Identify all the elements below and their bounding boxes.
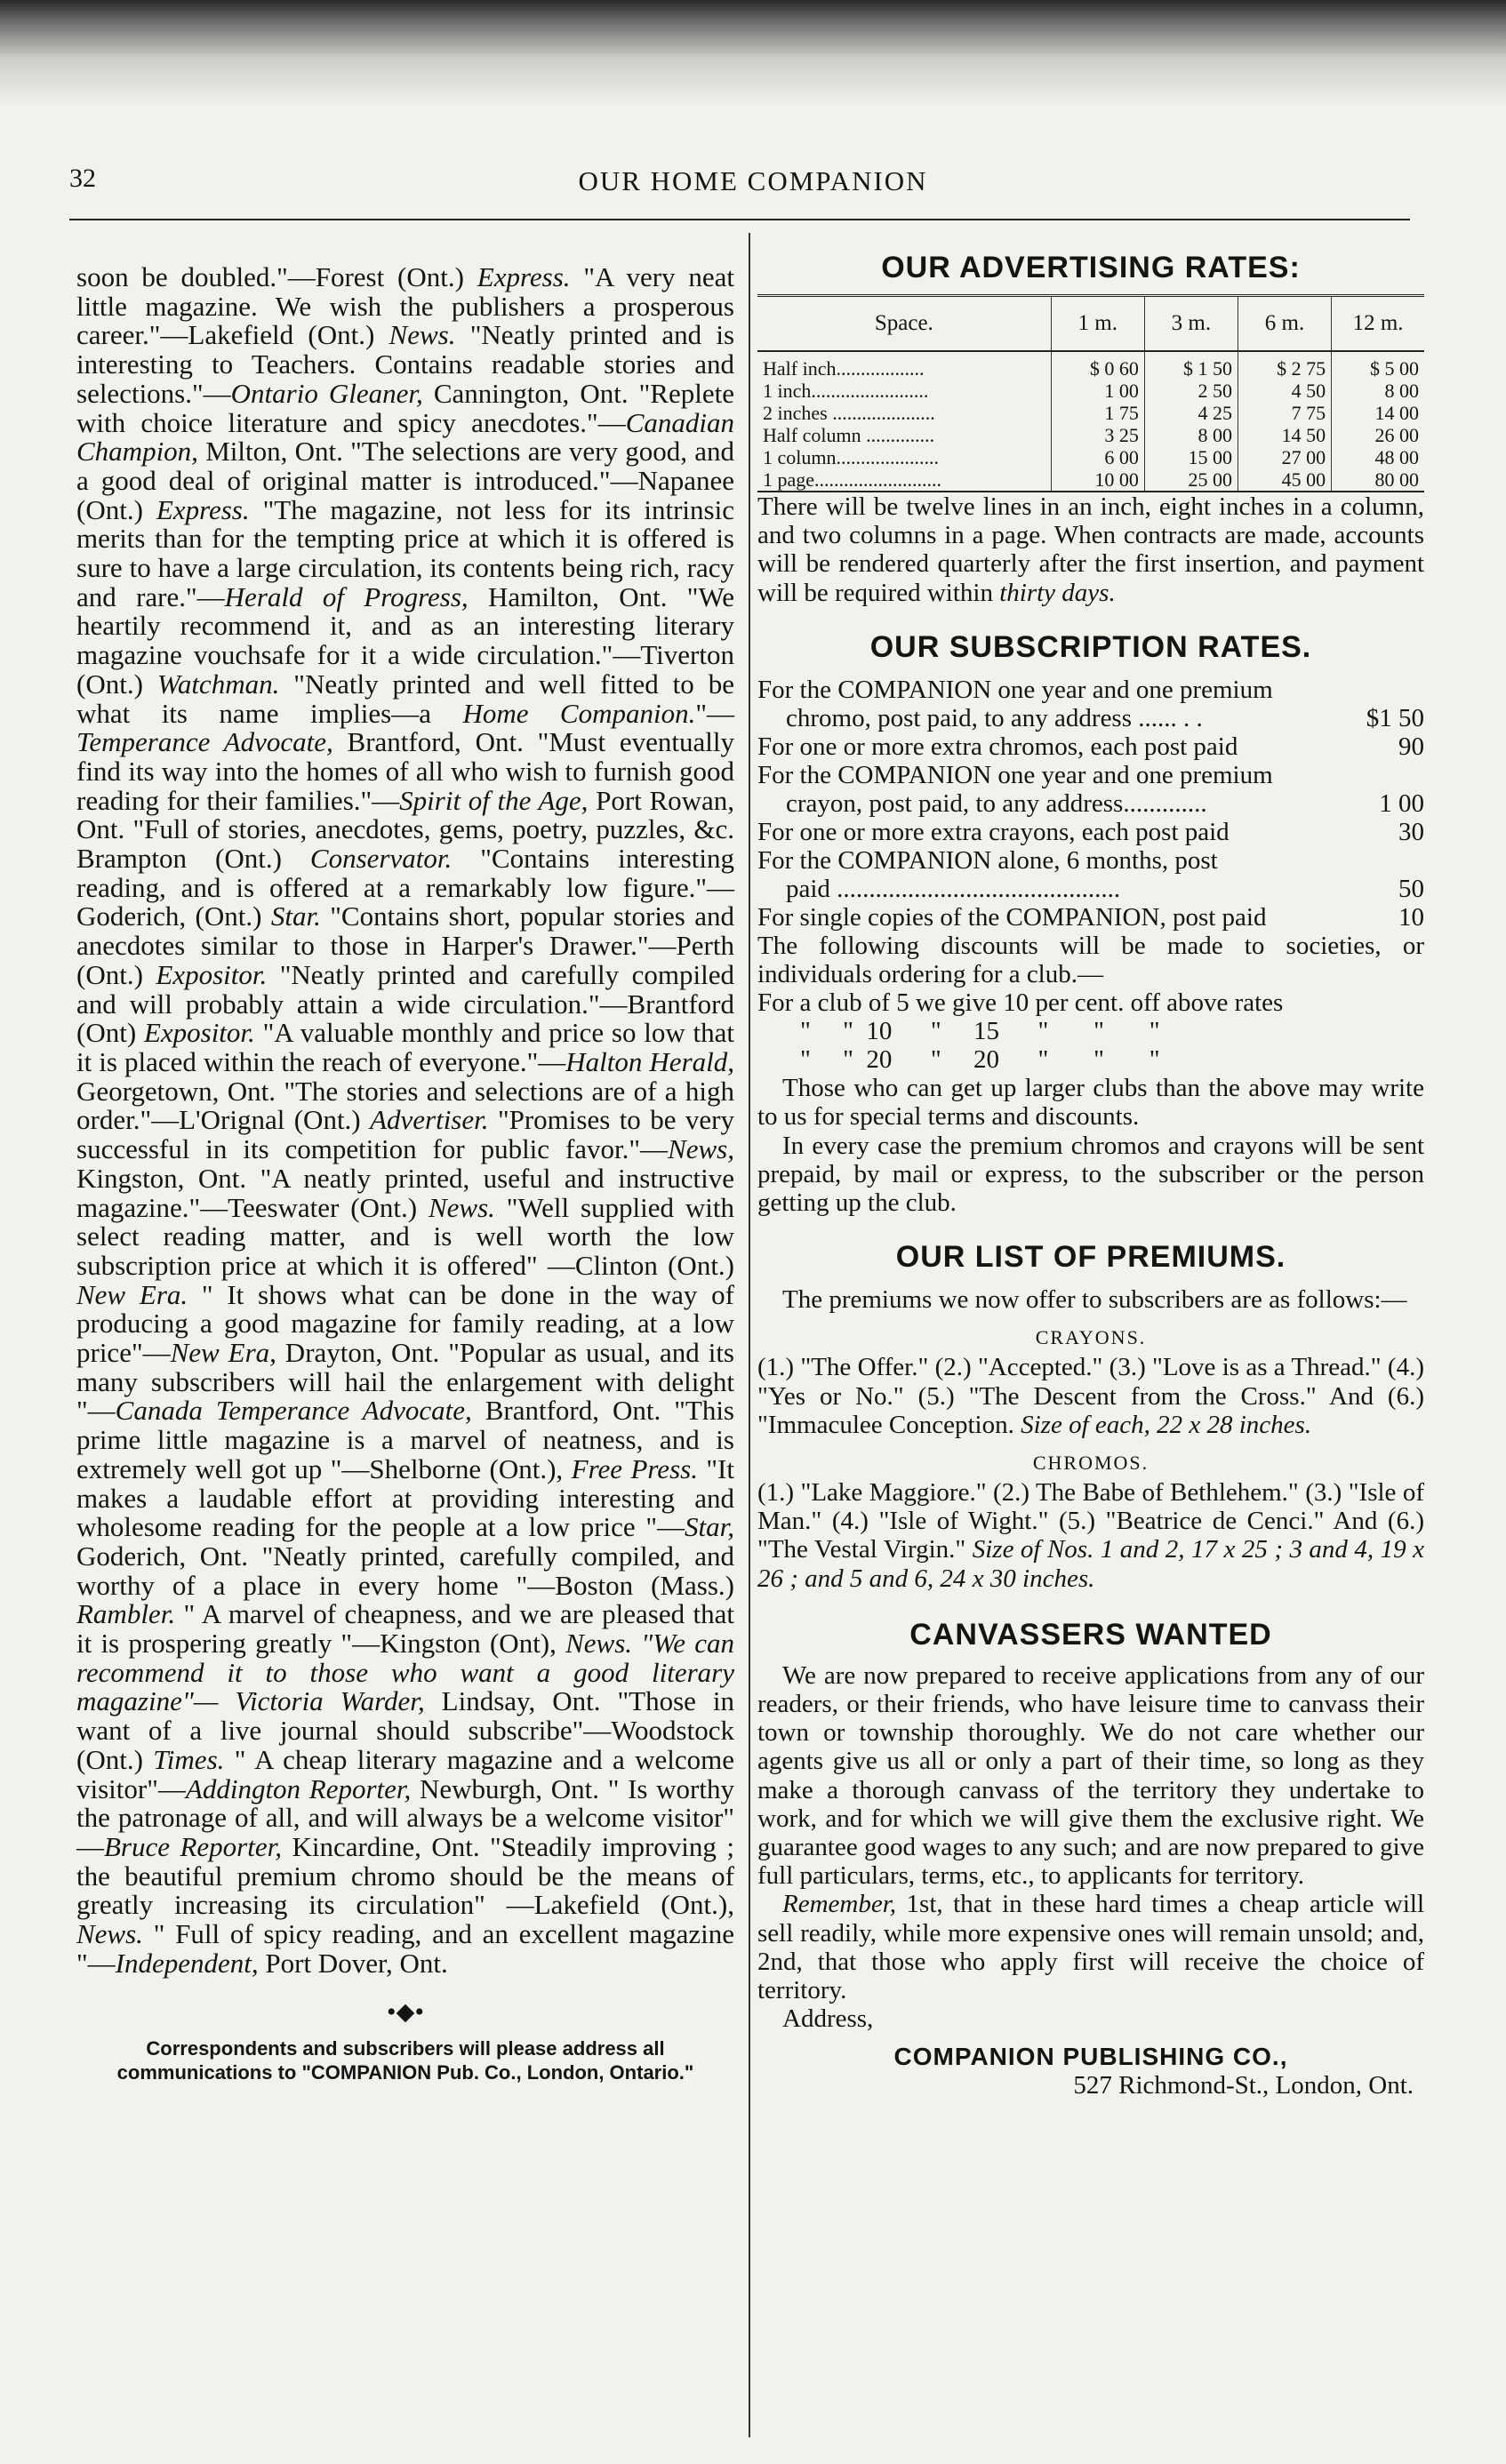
rates-row bbox=[757, 380, 1424, 402]
rates-header-cell: 1 m. bbox=[1051, 297, 1144, 351]
rates-header-cell: 3 m. bbox=[1144, 297, 1238, 351]
italic-run: "We can recommend it to those who want a good literary magazine"— bbox=[76, 1628, 735, 1717]
subscription-item: crayon, post paid, to any address............. bbox=[786, 788, 1207, 818]
scan-shadow bbox=[0, 0, 1506, 107]
subscription-line bbox=[757, 789, 1424, 818]
text-run: Milton, Ont. "The selections are very good, and a good deal of original matter is introduced."—Napanee (Ont.) bbox=[76, 436, 734, 525]
text-run: "It makes a laudable effort at providing interesting and wholesome reading for the people at a low price "— bbox=[76, 1452, 734, 1543]
rates-cell: 8 00 bbox=[1144, 424, 1238, 446]
text-run: " It shows what can be done in the way of producing a good magazine for family reading, at a low price"— bbox=[76, 1278, 734, 1369]
rates-header-row bbox=[757, 297, 1424, 351]
rates-row bbox=[757, 424, 1424, 446]
text-run: (1.) "Lake Maggiore." (2.) The Babe of Bethlehem." (3.) "Isle of Man." (4.) "Isle of Wight." (5.) "Beatrice de Cenci." And (6.) "The Vestal Virgin." bbox=[757, 1478, 1424, 1564]
subscription-line bbox=[757, 846, 1424, 875]
rates-cell: $ 2 75 bbox=[1238, 351, 1331, 380]
text-run: "Neatly printed and carefully compiled and will probably attain a wide circulation."—Brantford (Ont) bbox=[76, 958, 734, 1049]
italic-run: Victoria Warder, bbox=[218, 1685, 425, 1717]
subscription-item: paid ............................................ bbox=[786, 874, 1121, 903]
rates-cell: 26 00 bbox=[1374, 424, 1419, 446]
column-divider bbox=[749, 233, 750, 2437]
text-run: Newburgh, Ont. " Is worthy the patronage of all, and will always be a welcome visitor" — bbox=[76, 1772, 734, 1862]
subscription-item: For the COMPANION one year and one premium bbox=[757, 760, 1273, 789]
subscription-item: For single copies of the COMPANION, post paid bbox=[757, 902, 1267, 932]
italic-run: News. bbox=[389, 319, 456, 351]
italic-run: Canada Temperance Advocate, bbox=[115, 1395, 472, 1427]
subscription-item: For one or more extra chromos, each post paid bbox=[757, 732, 1238, 761]
text-run: soon be doubled."—Forest (Ont.) bbox=[76, 261, 477, 292]
rates-cell: 48 00 bbox=[1374, 446, 1419, 468]
text-run: Port Dover, Ont. bbox=[258, 1947, 448, 1979]
rates-cell: $ 5 00 bbox=[1370, 357, 1419, 380]
rates-cell: 1 column..................... bbox=[757, 446, 1051, 468]
text-run: Drayton, Ont. "Popular as usual, and its many subscribers will hail the enlargement with delight "— bbox=[76, 1337, 734, 1427]
text-run: Hamilton, Ont. "We heartily recommend it, and as an interesting literary magazine vouchsafe for it a wide circulation."—Tiverton (Ont.) bbox=[76, 580, 734, 700]
rates-header-cell: 6 m. bbox=[1238, 297, 1331, 351]
rates-cell: 1 75 bbox=[1051, 402, 1144, 424]
italic-run: Times. bbox=[153, 1743, 225, 1775]
subscription-line bbox=[757, 732, 1424, 761]
head-rule bbox=[69, 219, 1410, 220]
italic-run: Halton Herald, bbox=[565, 1045, 734, 1077]
subscription-item: For the COMPANION alone, 6 months, post bbox=[757, 845, 1218, 875]
subscription-price: $1 50 bbox=[1366, 703, 1424, 732]
text-run: Georgetown, Ont. "The stories and selections are of a high order."—L'Orignal (Ont.) bbox=[76, 1075, 734, 1136]
rates-cell: 3 25 bbox=[1051, 424, 1144, 446]
rates-header-cell: Space. bbox=[757, 297, 1051, 351]
chromos-list bbox=[757, 1478, 1424, 1593]
italic-run: New Era. bbox=[76, 1278, 188, 1310]
italic-run: News. bbox=[76, 1918, 143, 1950]
rates-cell: 45 00 bbox=[1238, 468, 1331, 491]
rates-table-frame bbox=[757, 294, 1424, 492]
subscription-price: 50 bbox=[1398, 874, 1424, 903]
rates-header-cell: 12 m. bbox=[1332, 297, 1424, 351]
text-run: "A very neat little magazine. We wish the publishers a prosperous career."—Lakefield (Ont.) bbox=[76, 261, 735, 351]
rates-cell: 2 50 bbox=[1144, 380, 1238, 402]
rates-cell: 1 inch........................ bbox=[757, 380, 1051, 402]
text-run: "Contains short, popular stories and anecdotes similar to those in Harper's Drawer."—Perth (Ont.) bbox=[76, 900, 734, 990]
italic-run: Size of each, 22 x 28 inches. bbox=[1021, 1410, 1312, 1439]
crayons-label: CRAYONS. bbox=[1035, 1326, 1147, 1349]
text-run: "The magazine, not less for its intrinsic merits than for the tempting price at which it is offered is sure to have a large circulation, its contents being rich, racy and rare."— bbox=[76, 493, 734, 612]
italic-run: Size of Nos. 1 and 2, 17 x 25 ; 3 and 4, 19 x 26 ; and 5 and 6, 24 x 30 inches. bbox=[757, 1535, 1424, 1593]
italic-run: Bruce Reporter, bbox=[104, 1830, 282, 1862]
rates-cell: 80 00 bbox=[1374, 468, 1419, 491]
rates-cell: Half column .............. bbox=[757, 424, 1051, 446]
rates-cell: $ 0 60 bbox=[1051, 351, 1144, 380]
subscription-item: For the COMPANION one year and one premium bbox=[757, 675, 1273, 704]
rates-cell: 10 00 bbox=[1051, 468, 1144, 491]
rates-cell: 4 25 bbox=[1144, 402, 1238, 424]
italic-run: Free Press. bbox=[571, 1452, 698, 1484]
text-run: "Contains interesting reading, and is offered at a remarkably low figure."—Goderich, (Ont.) bbox=[76, 843, 734, 932]
text-run: " Full of spicy reading, and an excellent magazine "— bbox=[76, 1918, 734, 1979]
remember-text bbox=[757, 1890, 1424, 2004]
text-run: Cannington, Ont. "Replete with choice literature and spicy anecdotes."— bbox=[76, 377, 734, 438]
text-run: Brantford, Ont. "Must eventually find its way into the homes of all who wish to furnish good reading for their families."— bbox=[76, 726, 734, 816]
rates-note bbox=[757, 492, 1424, 607]
rates-cell: 1 page.......................... bbox=[757, 468, 1051, 491]
italic-run: Spirit of the Age, bbox=[399, 784, 589, 816]
rates-cell: 14 00 bbox=[1374, 402, 1419, 424]
rates-cell: 7 75 bbox=[1238, 402, 1331, 424]
subscription-price: 90 bbox=[1398, 732, 1424, 761]
page-number: 32 bbox=[69, 164, 96, 193]
italic-run: Remember, bbox=[782, 1890, 897, 1919]
left-column bbox=[76, 263, 734, 2084]
subscription-price: 10 bbox=[1398, 902, 1424, 932]
text-run: "Neatly printed and is interesting to Teachers. Contains readable stories and selections."— bbox=[76, 319, 735, 409]
club-line: " " 20 " 20 " " " bbox=[800, 1045, 1160, 1075]
italic-run: Conservator. bbox=[309, 843, 453, 875]
subscription-rates-heading: OUR SUBSCRIPTION RATES. bbox=[869, 629, 1312, 664]
italic-run: News, bbox=[668, 1133, 734, 1165]
canvassers-heading: CANVASSERS WANTED bbox=[909, 1617, 1272, 1652]
rates-cell: 8 00 bbox=[1384, 380, 1419, 402]
italic-run: News. bbox=[565, 1628, 633, 1660]
italic-run: Herald of Progress, bbox=[224, 580, 469, 612]
italic-run: Rambler. bbox=[76, 1598, 176, 1630]
ornament-divider: •⬥• bbox=[386, 1997, 424, 2028]
subscription-price: 1 00 bbox=[1379, 788, 1424, 818]
premiums-sent-text: In every case the premium chromos and crayons will be sent prepaid, by mail or express, to the subscriber or the person getting up the club. bbox=[757, 1131, 1424, 1218]
rates-cell: 2 inches ..................... bbox=[757, 402, 1051, 424]
subscription-line bbox=[757, 818, 1424, 846]
canvassers-text bbox=[757, 1661, 1424, 1891]
italic-run: Star, bbox=[685, 1511, 734, 1543]
subscription-line bbox=[757, 761, 1424, 789]
italic-run: Ontario Gleaner, bbox=[230, 377, 423, 409]
subscription-line bbox=[757, 903, 1424, 932]
text-run: "A valuable monthly and price so low that it is placed within the reach of everyone."— bbox=[76, 1017, 734, 1077]
italic-run: Expositor. bbox=[143, 1017, 255, 1049]
italic-run: Express. bbox=[156, 493, 250, 525]
rates-row bbox=[757, 446, 1424, 468]
company-name: COMPANION PUBLISHING CO., bbox=[893, 2042, 1288, 2070]
italic-run: thirty days. bbox=[999, 578, 1116, 607]
rates-cell: 15 00 bbox=[1144, 446, 1238, 468]
rates-row bbox=[757, 402, 1424, 424]
subscription-price-list bbox=[757, 676, 1424, 932]
text-run: Lindsay, Ont. "Those in want of a live journal should subscribe"—Woodstock (Ont.) bbox=[76, 1685, 735, 1775]
running-head: OUR HOME COMPANION bbox=[578, 165, 928, 196]
subscription-line bbox=[757, 704, 1424, 732]
rates-cell: 27 00 bbox=[1238, 446, 1331, 468]
subscription-item: For one or more extra crayons, each post paid bbox=[757, 817, 1230, 846]
text-run: " A cheap literary magazine and a welcome visitor"— bbox=[76, 1743, 734, 1804]
rates-row bbox=[757, 468, 1424, 491]
text-run: Brantford, Ont. "This prime little magazine is a marvel of neatness, and is extremely well got up "—Shelborne (Ont.), bbox=[76, 1395, 735, 1484]
subscription-item: chromo, post paid, to any address ...... . . bbox=[786, 703, 1203, 732]
rates-cell: 1 00 bbox=[1051, 380, 1144, 402]
advertising-rates-heading: OUR ADVERTISING RATES: bbox=[881, 251, 1301, 284]
rates-cell: Half inch.................. bbox=[757, 351, 1051, 380]
italic-run: News. bbox=[428, 1191, 495, 1223]
crayons-list bbox=[757, 1353, 1424, 1439]
text-run: We are now prepared to receive applications from any of our readers, or their friends, who have leisure time to canvass their town or township thoroughly. We do not care whether our agents give us all or only a part of their time, so long as they make a thorough canvass of the territory they undertake to work, and for which we will give them the exclusive right. We guarantee good wages to any such; and are now prepared to give full particulars, terms, etc., to applicants for territory. bbox=[757, 1660, 1424, 1891]
text-run: Kincardine, Ont. "Steadily improving ; the beautiful premium chromo should be the means of greatly increasing its circulation" —Lakefield (Ont.), bbox=[76, 1830, 734, 1921]
text-run: There will be twelve lines in an inch, eight inches in a column, and two columns in a page. When contracts are made, accounts will be rendered quarterly after the first insertion, and payment will be required within bbox=[757, 492, 1424, 607]
rates-cell: $ 1 50 bbox=[1144, 351, 1238, 380]
italic-run: Advertiser. bbox=[370, 1104, 489, 1136]
italic-run: Home Companion. bbox=[462, 697, 696, 729]
italic-run: Express. bbox=[477, 261, 571, 292]
text-run: Kingston, Ont. "A neatly printed, useful and instructive magazine."—Teeswater (Ont.) bbox=[76, 1162, 734, 1223]
text-run: "Well supplied with select reading matter, and is well worth the low subscription price at which it is offered" —Clinton (Ont.) bbox=[76, 1191, 734, 1281]
company-address: 527 Richmond-St., London, Ont. bbox=[1073, 2070, 1414, 2100]
italic-run: Expositor. bbox=[156, 958, 268, 990]
footnote: Correspondents and subscribers will please address all communications to "COMPANION Pub. Co., London, Ontario." bbox=[116, 2037, 694, 2084]
subscription-price: 30 bbox=[1398, 817, 1424, 846]
premiums-heading: OUR LIST OF PREMIUMS. bbox=[895, 1240, 1286, 1275]
subscription-line bbox=[757, 676, 1424, 704]
club-line: For a club of 5 we give 10 per cent. off above rates bbox=[757, 988, 1284, 1018]
chromos-label: CHROMOS. bbox=[1032, 1452, 1150, 1475]
italic-run: Temperance Advocate, bbox=[76, 726, 333, 758]
text-run: Goderich, Ont. "Neatly printed, carefully compiled, and worthy of a place in every home "—Boston (Mass.) bbox=[76, 1540, 734, 1601]
italic-run: New Era, bbox=[170, 1337, 276, 1369]
text-run: " A marvel of cheapness, and we are pleased that it is prospering greatly "—Kingston (Ont), bbox=[76, 1598, 734, 1660]
text-run: "— bbox=[695, 697, 735, 729]
premiums-intro: The premiums we now offer to subscribers are as follows:— bbox=[782, 1285, 1407, 1315]
italic-run: Addington Reporter, bbox=[185, 1772, 412, 1804]
italic-run: Independent, bbox=[115, 1947, 259, 1979]
rates-cell: 4 50 bbox=[1238, 380, 1331, 402]
italic-run: Star. bbox=[270, 900, 321, 932]
text-run: 1st, that in these hard times a cheap article will sell readily, while more expensive ones will remain unsold; and, 2nd, that those who apply first will receive the choice of territory. bbox=[757, 1890, 1424, 2005]
right-column bbox=[757, 251, 1424, 2100]
discount-intro: The following discounts will be made to societies, or individuals ordering for a club.— bbox=[757, 931, 1424, 989]
rates-cell: 6 00 bbox=[1051, 446, 1144, 468]
rates-cell: 14 50 bbox=[1238, 424, 1331, 446]
testimonials-paragraph bbox=[76, 263, 734, 1978]
text-run: Port Rowan, Ont. "Full of stories, anecdotes, gems, poetry, puzzles, &c. Brampton (Ont.) bbox=[76, 784, 735, 875]
advertising-rates-table bbox=[757, 297, 1424, 491]
italic-run: Watchman. bbox=[156, 668, 280, 700]
address-label: Address, bbox=[782, 2004, 874, 2034]
italic-run: Canadian Champion, bbox=[76, 406, 734, 468]
rates-table-body bbox=[757, 351, 1424, 491]
larger-clubs-text: Those who can get up larger clubs than the above may write to us for special terms and discounts. bbox=[757, 1074, 1424, 1132]
text-run: "Neatly printed and well fitted to be what its name implies—a bbox=[76, 668, 734, 729]
rates-cell: 25 00 bbox=[1144, 468, 1238, 491]
text-run: (1.) "The Offer." (2.) "Accepted." (3.) "Love is as a Thread." (4.) "Yes or No." (5.) "The Descent from the Cross." And (6.) "Immaculee Conception. bbox=[757, 1353, 1424, 1439]
subscription-line bbox=[757, 875, 1424, 903]
rates-row bbox=[757, 351, 1424, 380]
text-run: "Promises to be very successful in its competition for public favor."— bbox=[76, 1104, 734, 1165]
club-line: " " 10 " 15 " " " bbox=[800, 1017, 1160, 1046]
